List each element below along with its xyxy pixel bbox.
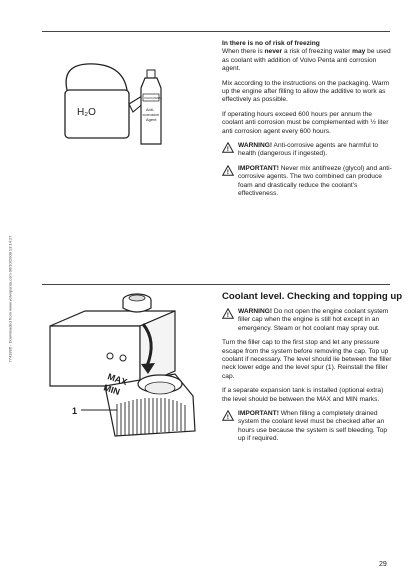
freezing-section <box>222 40 392 205</box>
bottle-brand: VOLVO PENTA <box>144 97 162 100</box>
svg-text:!: ! <box>226 147 229 154</box>
bottle-label-3: Agent <box>146 117 157 122</box>
coolant-heading: Coolant level. Checking and topping up <box>222 291 403 302</box>
coolant-paragraph-1: Turn the filler cap to the first stop and let any pressure escape from the system before removing the cap. Top up coolant if necessary. The level should lie between the filler neck lower edge and the level spur (1). Reinstall the filler cap. <box>222 339 392 380</box>
freezing-important: ! IMPORTANT! Never mix antifreeze (glycol) and anti-corrosive agents. The two combined can produce foam and drastically reduce the coolant’s effectiveness. <box>222 165 392 199</box>
download-note: 7741896 - Downloaded from www.volvopenta.com 06/10/2008 13:14:27 <box>7 235 13 363</box>
freezing-warning: ! WARNING! Anti-corrosive agents are harmful to health (dangerous if ingested). <box>222 142 392 159</box>
warning-triangle-icon <box>222 308 234 319</box>
svg-text:!: ! <box>226 313 229 319</box>
freezing-paragraph-2: Mix according to the instructions on the packaging. Warm up the engine after filling to allow the additive to work as effectively as possible. <box>222 79 390 104</box>
coolant-important: ! IMPORTANT! When filling a completely drained system the coolant level must be checked after an hours use because the system is self bleeding. Top up if required. <box>222 410 392 444</box>
freezing-subheading: In there is no of risk of freezing <box>222 40 320 47</box>
callout-number: 1 <box>72 406 78 416</box>
min-label: MIN <box>102 382 122 398</box>
can-label: H₂O <box>77 107 96 118</box>
page-number: 29 <box>379 561 387 568</box>
coolant-paragraph-2: If a separate expansion tank is installed (optional extra) the level should be between the MAX and MIN marks. <box>222 387 384 403</box>
warning-triangle-icon <box>222 142 234 153</box>
svg-text:!: ! <box>226 169 229 176</box>
freezing-paragraph-3: If operating hours exceed 600 hours per annum the coolant anti corrosion must be complemented with ½ liter anti corrosion agent every 600 hours. <box>222 110 389 135</box>
max-label: MAX <box>106 371 129 388</box>
bottle-label-1: Anti- <box>146 107 155 112</box>
freezing-paragraph-1: When there is never a risk of freezing water may be used as coolant with addition of Volvo Penta anti corrosion agent. <box>222 48 391 73</box>
warning-triangle-icon <box>222 410 234 421</box>
bottle-label-2: corrosion <box>142 112 159 117</box>
coolant-warning: ! WARNING! Do not open the engine coolant system filler cap when the engine is still hot except in an emergency. Steam or hot coolant may spray out. <box>222 308 392 333</box>
warning-triangle-icon <box>222 165 234 176</box>
middle-rule <box>42 284 390 285</box>
top-rule <box>42 31 390 32</box>
svg-text:!: ! <box>226 415 229 422</box>
coolant-section <box>222 308 392 450</box>
watering-can-and-bottle-illustration <box>55 60 195 150</box>
coolant-filler-illustration <box>45 286 215 456</box>
